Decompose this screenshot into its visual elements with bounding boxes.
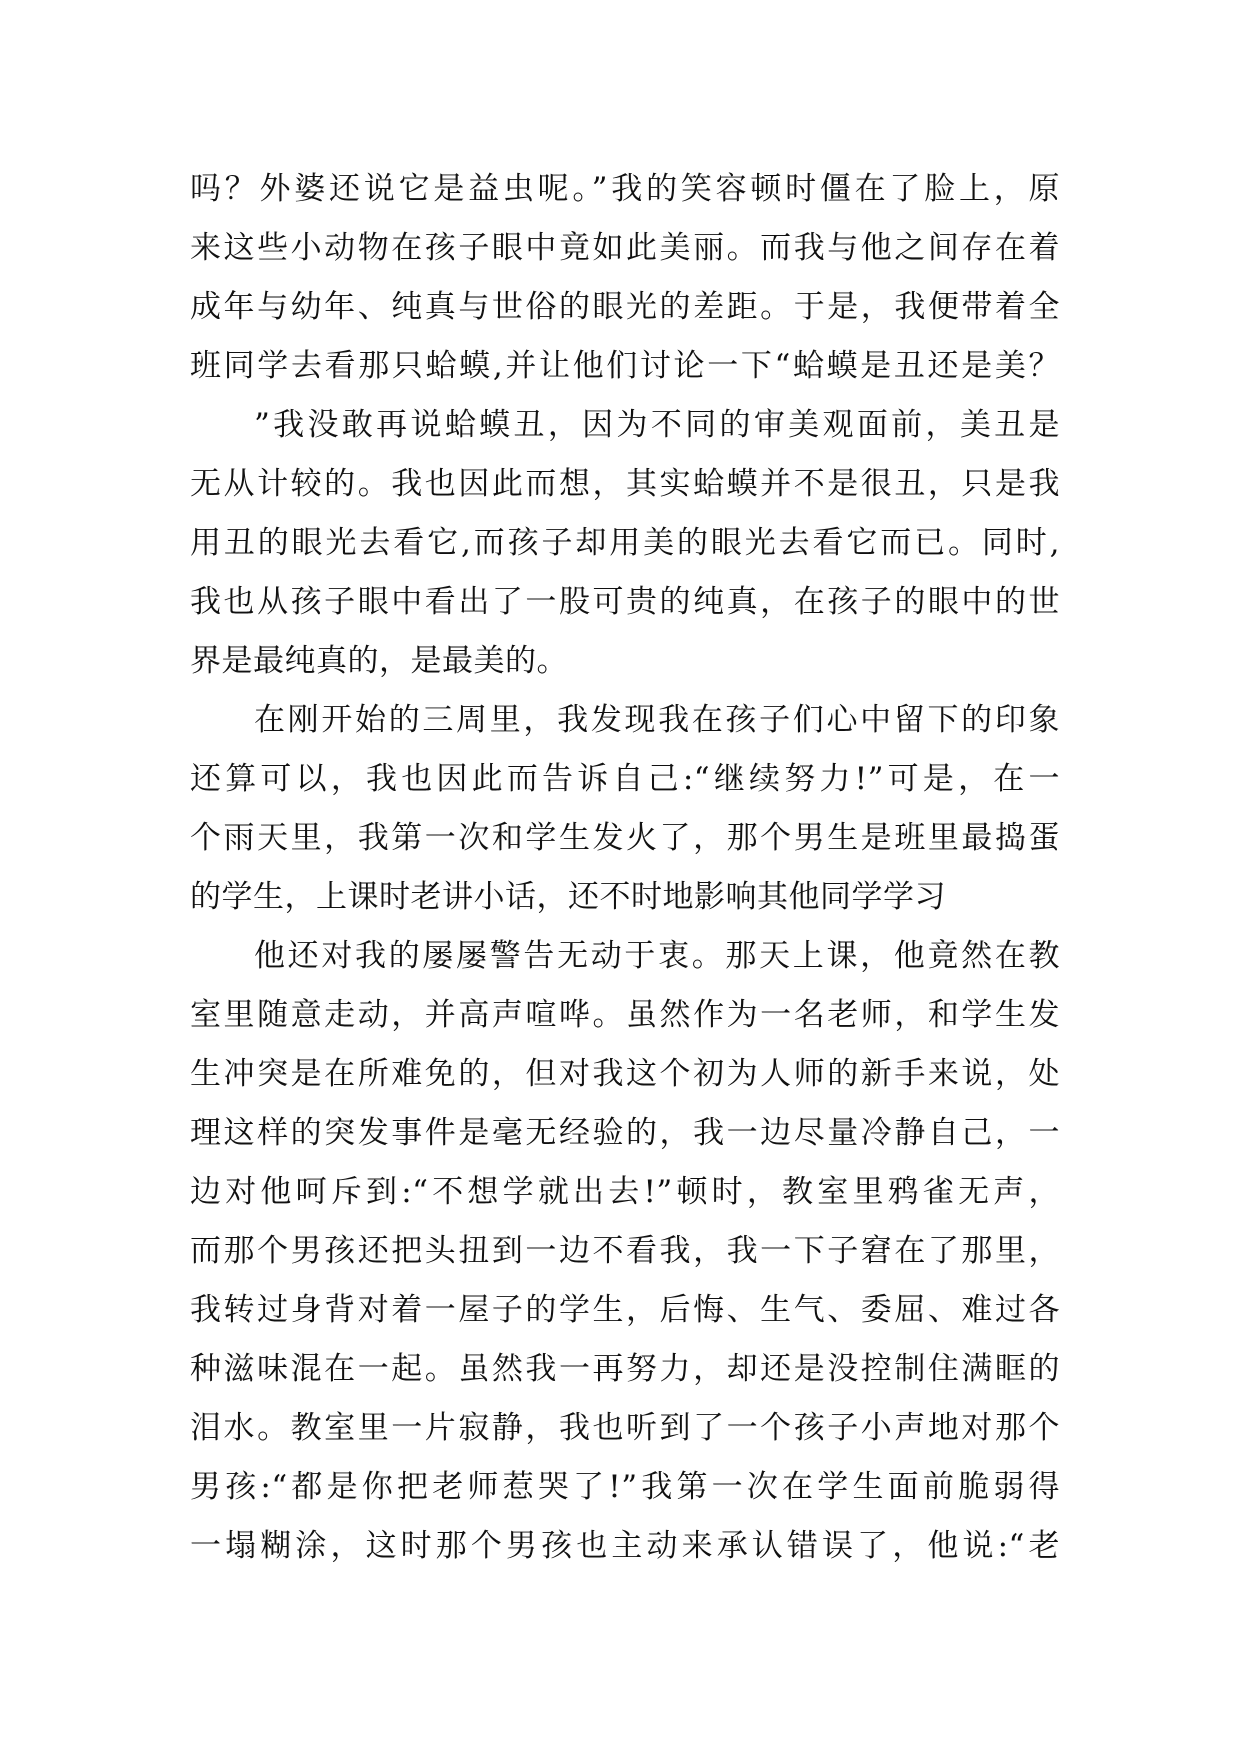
text-line: 还算可以，我也因此而告诉自己:“继续努力!”可是，在一 [190,761,1060,797]
document-body-text [190,160,1060,1576]
text-line: 成年与幼年、纯真与世俗的眼光的差距。于是，我便带着全 [190,289,1060,325]
text-line: 无从计较的。我也因此而想，其实蛤蟆并不是很丑，只是我 [190,466,1060,502]
text-line: 个雨天里，我第一次和学生发火了，那个男生是班里最捣蛋 [190,820,1060,856]
text-line: 理这样的突发事件是毫无经验的，我一边尽量冷静自己，一 [190,1115,1060,1151]
text-line: ”我没敢再说蛤蟆丑，因为不同的审美观面前，美丑是 [254,407,1060,443]
text-line: 来这些小动物在孩子眼中竟如此美丽。而我与他之间存在着 [190,230,1060,266]
text-line: 班同学去看那只蛤蟆,并让他们讨论一下“蛤蟆是丑还是美？ [190,348,1060,384]
text-line: 界是最纯真的，是最美的。 [190,643,568,679]
text-line: 泪水。教室里一片寂静，我也听到了一个孩子小声地对那个 [190,1410,1060,1446]
text-line: 种滋味混在一起。虽然我一再努力，却还是没控制住满眶的 [190,1351,1060,1387]
text-line: 室里随意走动，并高声喧哗。虽然作为一名老师，和学生发 [190,997,1060,1033]
text-line: 男孩:“都是你把老师惹哭了!”我第一次在学生面前脆弱得 [190,1469,1060,1505]
text-line: 他还对我的屡屡警告无动于衷。那天上课，他竟然在教 [254,938,1060,974]
text-line: 边对他呵斥到:“不想学就出去!”顿时，教室里鸦雀无声， [190,1174,1060,1210]
text-line: 我转过身背对着一屋子的学生，后悔、生气、委屈、难过各 [190,1292,1060,1328]
text-line: 用丑的眼光去看它,而孩子却用美的眼光去看它而已。同时, [190,525,1060,561]
text-line: 我也从孩子眼中看出了一股可贵的纯真，在孩子的眼中的世 [190,584,1060,620]
text-line: 一塌糊涂，这时那个男孩也主动来承认错误了，他说:“老 [190,1528,1060,1564]
text-line: 吗？外婆还说它是益虫呢。”我的笑容顿时僵在了脸上，原 [190,171,1060,207]
text-line: 生冲突是在所难免的，但对我这个初为人师的新手来说，处 [190,1056,1060,1092]
text-line: 的学生，上课时老讲小话，还不时地影响其他同学学习 [190,879,946,915]
text-line: 在刚开始的三周里，我发现我在孩子们心中留下的印象 [254,702,1060,738]
text-line: 而那个男孩还把头扭到一边不看我，我一下子窘在了那里， [190,1233,1060,1269]
